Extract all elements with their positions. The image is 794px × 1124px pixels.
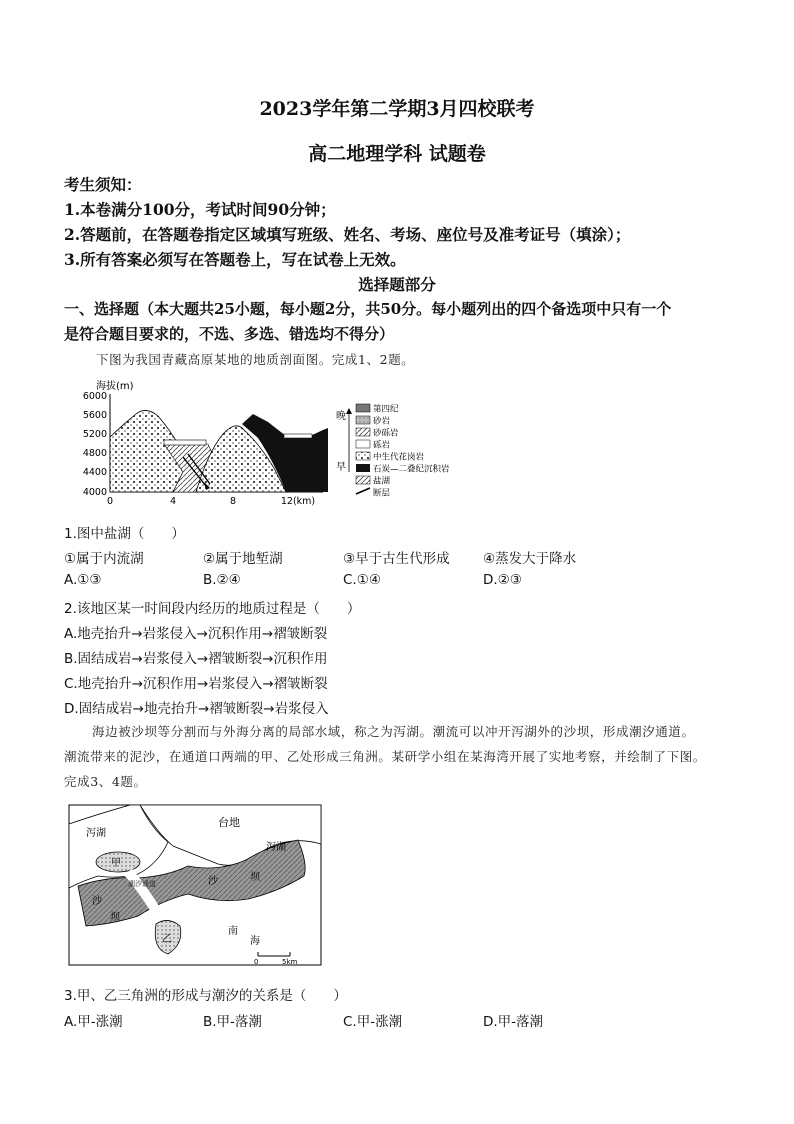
legend-swatch bbox=[356, 428, 370, 436]
passage-line: 海边被沙坝等分割而与外海分离的局部水域，称之为泻湖。潮流可以冲开泻湖外的沙坝，形成潮汐通道。 bbox=[92, 724, 695, 739]
q2-option-b[interactable]: B.固结成岩→岩浆侵入→褶皱断裂→沉积作用 bbox=[64, 651, 328, 667]
q1-statement: ①属于内流湖 bbox=[64, 551, 144, 567]
label-sha: 沙 bbox=[92, 896, 102, 907]
geologic-profile-figure bbox=[78, 372, 468, 512]
x-tick-label: 8 bbox=[229, 496, 237, 507]
q3-option-d[interactable]: D.甲-落潮 bbox=[483, 1014, 544, 1030]
label-lagoon-right: 泻湖 bbox=[266, 842, 286, 853]
time-early-label: 早 bbox=[336, 462, 346, 473]
legend bbox=[356, 404, 450, 499]
label-jia: 甲 bbox=[111, 858, 121, 869]
y-tick-label: 4800 bbox=[82, 448, 107, 459]
q1-option-d[interactable]: D.②③ bbox=[483, 572, 522, 588]
notice-item: 2.答题前，在答题卷指定区域填写班级、姓名、考场、座位号及准考证号（填涂）； bbox=[64, 225, 631, 244]
section-instruction: 是符合题目要求的，不选、多选、错选均不得分） bbox=[64, 325, 395, 343]
y-axis-label: 海拔(m) bbox=[96, 381, 134, 392]
label-ba2: 坝 bbox=[250, 872, 260, 883]
y-tick-label: 6000 bbox=[82, 391, 107, 402]
section-instruction: 一、选择题（本大题共25小题，每小题2分，共50分。每小题列出的四个备选项中只有一个 bbox=[64, 300, 672, 318]
x-tick-label: 0 bbox=[106, 496, 114, 507]
legend-label: 砾岩 bbox=[373, 440, 391, 451]
notice-item: 3.所有答案必须写在答题卷上，写在试卷上无效。 bbox=[64, 250, 406, 269]
label-taidi: 台地 bbox=[218, 816, 240, 829]
passage-line: 完成3、4题。 bbox=[64, 774, 147, 789]
passage-line: 潮流带来的泥沙，在通道口两端的甲、乙处形成三角洲。某研学小组在某海湾开展了实地考察，并绘制了下图。 bbox=[64, 749, 706, 764]
legend-label: 第四纪 bbox=[373, 404, 399, 415]
scale-zero: 0 bbox=[254, 958, 259, 966]
figure1-intro: 下图为我国青藏高原某地的地质剖面图。完成1、2题。 bbox=[96, 352, 415, 367]
lagoon-map-figure bbox=[68, 804, 322, 966]
y-tick-label: 4400 bbox=[82, 467, 107, 478]
salt-lake-right bbox=[284, 434, 312, 438]
q2-stem: 2.该地区某一时间段内经历的地质过程是（ ） bbox=[64, 601, 361, 617]
label-tidal-channel: 潮汐通道 bbox=[128, 880, 156, 888]
legend-swatch bbox=[356, 416, 370, 424]
legend-swatch bbox=[356, 440, 370, 448]
legend-fault-symbol bbox=[356, 488, 370, 494]
legend-label: 石炭—二叠纪沉积岩 bbox=[373, 464, 450, 475]
legend-swatch bbox=[356, 404, 370, 412]
q1-stem: 1.图中盐湖（ ） bbox=[64, 526, 185, 542]
notice-heading: 考生须知： bbox=[64, 175, 142, 194]
q1-statement: ③早于古生代形成 bbox=[343, 551, 450, 567]
label-nan: 南 bbox=[228, 926, 238, 937]
q3-option-b[interactable]: B.甲-落潮 bbox=[203, 1014, 262, 1030]
label-yi: 乙 bbox=[162, 934, 172, 945]
salt-lake bbox=[164, 440, 206, 445]
y-tick-label: 4000 bbox=[82, 487, 107, 498]
x-tick-label: 12(km) bbox=[280, 496, 316, 507]
x-tick-label: 4 bbox=[169, 496, 177, 507]
legend-swatch bbox=[356, 452, 370, 460]
section-title: 选择题部分 bbox=[358, 275, 436, 294]
time-late-label: 晚 bbox=[336, 411, 346, 422]
exam-subtitle: 高二地理学科 试题卷 bbox=[308, 143, 486, 165]
q1-statement: ②属于地堑湖 bbox=[203, 551, 283, 567]
exam-title: 2023学年第二学期3月四校联考 bbox=[259, 98, 535, 120]
label-ba: 坝 bbox=[110, 912, 120, 923]
scale-km: 5km bbox=[282, 958, 298, 966]
q2-option-a[interactable]: A.地壳抬升→岩浆侵入→沉积作用→褶皱断裂 bbox=[64, 626, 328, 642]
legend-label: 盐湖 bbox=[373, 476, 391, 487]
label-lagoon-left: 泻湖 bbox=[86, 828, 106, 839]
notice-item: 1.本卷满分100分，考试时间90分钟； bbox=[64, 200, 336, 219]
q3-stem: 3.甲、乙三角洲的形成与潮汐的关系是（ ） bbox=[64, 988, 347, 1004]
legend-label: 断层 bbox=[373, 488, 391, 499]
q1-option-a[interactable]: A.①③ bbox=[64, 572, 102, 588]
q3-option-c[interactable]: C.甲-涨潮 bbox=[343, 1014, 403, 1030]
q1-option-c[interactable]: C.①④ bbox=[343, 572, 381, 588]
legend-label: 砂砾岩 bbox=[373, 428, 399, 439]
q3-option-a[interactable]: A.甲-涨潮 bbox=[64, 1014, 123, 1030]
q2-option-d[interactable]: D.固结成岩→地壳抬升→褶皱断裂→岩浆侵入 bbox=[64, 701, 329, 717]
legend-swatch bbox=[356, 476, 370, 484]
q2-option-c[interactable]: C.地壳抬升→沉积作用→岩浆侵入→褶皱断裂 bbox=[64, 676, 328, 692]
q1-statement: ④蒸发大于降水 bbox=[483, 551, 577, 567]
legend-label: 砂岩 bbox=[373, 416, 391, 427]
legend-label: 中生代花岗岩 bbox=[373, 452, 425, 463]
y-tick-label: 5200 bbox=[82, 429, 107, 440]
time-arrow-icon bbox=[346, 408, 352, 414]
legend-swatch bbox=[356, 464, 370, 472]
label-sha2: 沙 bbox=[208, 876, 218, 887]
label-hai: 海 bbox=[250, 936, 260, 947]
y-tick-label: 5600 bbox=[82, 410, 107, 421]
q1-option-b[interactable]: B.②④ bbox=[203, 572, 241, 588]
